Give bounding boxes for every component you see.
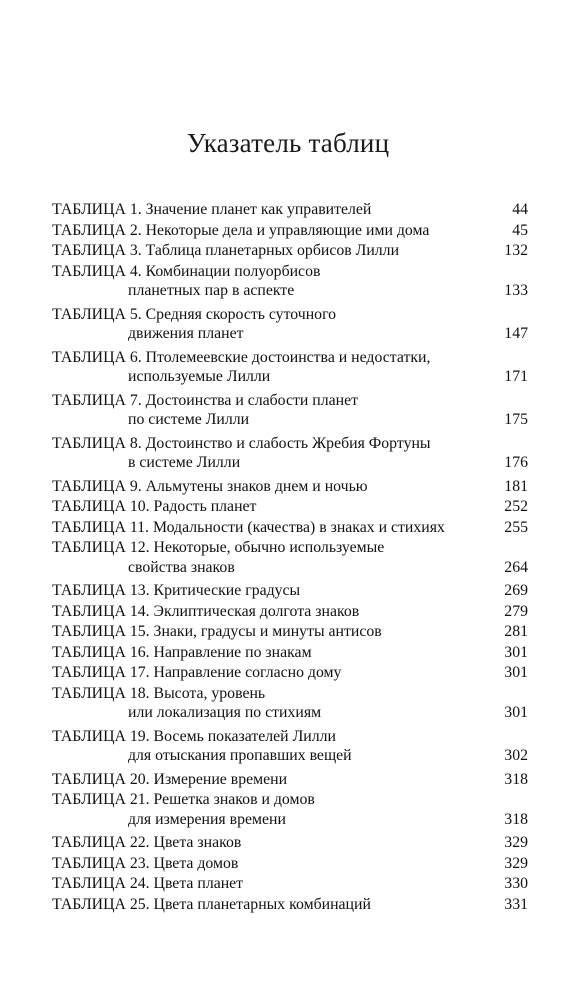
toc-entry-page-number: 176 [504,454,528,471]
toc-entry-page-number: 269 [504,582,528,599]
toc-entry-title: ТАБЛИЦА 5. Средняя скорость суточного [52,305,337,323]
toc-entry-title-continuation: используемые Лилли [128,368,271,385]
toc-entry [52,221,528,241]
toc-entry-title-continuation: по системе Лилли [128,411,250,428]
toc-entry-title-continuation: для измерения времени [128,810,286,828]
toc-entry-title-continuation: или локализация по стихиям [128,704,322,721]
toc-entry-title: ТАБЛИЦА 20. Измерение времени [52,770,288,788]
toc-entry [52,833,528,853]
toc-entry-title: ТАБЛИЦА 7. Достоинства и слабости планет [52,391,359,409]
toc-entry [52,305,528,344]
toc-entry [52,622,528,642]
toc-entry-title: ТАБЛИЦА 18. Высота, уровень [52,684,266,702]
toc-entry [52,538,528,577]
toc-entry [52,663,528,683]
toc-entry-page-number: 44 [512,201,528,218]
toc-entry-title: ТАБЛИЦА 4. Комбинации полуорбисов [52,262,321,280]
toc-entry [52,241,528,261]
toc-entry-page-number: 181 [504,477,528,495]
toc-entry-page-number: 331 [504,895,528,913]
toc-entry-page-number: 329 [504,834,528,851]
toc-entry-page-number: 147 [504,325,528,342]
toc-entry [52,497,528,517]
toc-entry-title: ТАБЛИЦА 25. Цвета планетарных комбинаций [52,895,371,913]
toc-entry-page-number: 318 [504,770,528,788]
toc-entry-page-number: 329 [504,854,528,872]
toc-entry-title: ТАБЛИЦА 23. Цвета домов [52,854,239,872]
toc-entry-page-number: 133 [504,282,528,299]
toc-entry-title: ТАБЛИЦА 2. Некоторые дела и управляющие ими дома [52,221,430,239]
toc-entry-title: ТАБЛИЦА 1. Значение планет как управителей [52,201,372,218]
toc-entry [52,391,528,430]
toc-entry-title: ТАБЛИЦА 24. Цвета планет [52,875,244,892]
toc-entry-title: ТАБЛИЦА 17. Направление согласно дому [52,664,342,681]
toc-entry-title-continuation: движения планет [128,325,244,342]
toc-entry-title-continuation: в системе Лилли [128,454,241,471]
toc-entry-title: ТАБЛИЦА 3. Таблица планетарных орбисов Лилли [52,242,400,259]
toc-entry [52,727,528,766]
toc-entry-title: ТАБЛИЦА 11. Модальности (качества) в знаках и стихиях [52,518,445,536]
toc-entry-title-continuation: планетных пар в аспекте [128,282,295,299]
toc-entry-page-number: 301 [504,664,528,681]
toc-entry-page-number: 171 [504,368,528,385]
toc-entry-page-number: 281 [504,623,528,640]
toc-entry-page-number: 132 [504,242,528,259]
toc-entry-page-number: 318 [504,810,528,828]
toc-entry [52,895,528,915]
toc-entry [52,602,528,622]
toc-entry [52,684,528,723]
toc-entry [52,770,528,790]
toc-entry-page-number: 45 [512,221,528,239]
toc-entry [52,262,528,301]
toc-entry-title: ТАБЛИЦА 22. Цвета знаков [52,834,242,851]
toc-entry-title: ТАБЛИЦА 12. Некоторые, обычно используемые [52,539,385,556]
toc-entry-title: ТАБЛИЦА 8. Достоинство и слабость Жребия Фортуны [52,434,431,452]
toc-entry [52,518,528,538]
toc-entry-page-number: 255 [504,518,528,536]
toc-entry-page-number: 301 [504,704,528,721]
toc-entry-title: ТАБЛИЦА 16. Направление по знакам [52,643,312,661]
toc-entry-title: ТАБЛИЦА 9. Альмутены знаков днем и ночью [52,477,368,495]
toc-entry-title: ТАБЛИЦА 19. Восемь показателей Лилли [52,727,336,745]
toc-entry-title: ТАБЛИЦА 21. Решетка знаков и домов [52,791,315,808]
toc-entry [52,200,528,220]
toc-entry-page-number: 279 [504,602,528,620]
toc-entry-page-number: 264 [504,558,528,576]
toc-entry-title: ТАБЛИЦА 13. Критические градусы [52,582,301,599]
toc-entry [52,477,528,497]
toc-entry [52,854,528,874]
toc-entry-title: ТАБЛИЦА 6. Птолемеевские достоинства и недостатки, [52,348,431,366]
toc-entry [52,348,528,387]
toc-entry-title: ТАБЛИЦА 14. Эклиптическая долгота знаков [52,602,360,620]
toc-entry-title: ТАБЛИЦА 15. Знаки, градусы и минуты антисов [52,623,382,640]
toc-entry [52,434,528,473]
toc-entry-page-number: 330 [504,875,528,892]
toc-entry [52,581,528,601]
table-index-list [52,200,528,915]
toc-entry-page-number: 252 [504,498,528,515]
toc-entry [52,643,528,663]
toc-entry-page-number: 301 [504,643,528,661]
page-title: Указатель таблиц [186,128,390,158]
toc-entry [52,874,528,894]
toc-entry [52,790,528,829]
toc-entry-title-continuation: свойства знаков [128,558,235,576]
toc-entry-page-number: 175 [504,411,528,428]
toc-entry-title: ТАБЛИЦА 10. Радость планет [52,498,257,515]
toc-entry-page-number: 302 [504,747,528,764]
toc-entry-title-continuation: для отыскания пропавших вещей [128,747,352,764]
